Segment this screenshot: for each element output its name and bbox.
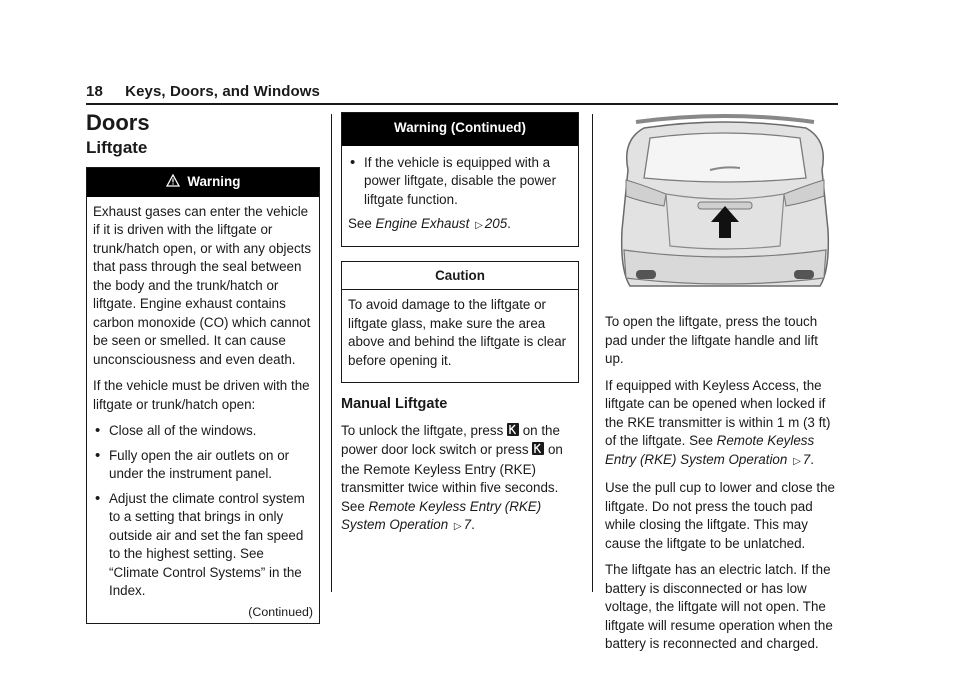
punctuation: . xyxy=(507,216,511,231)
warning-paragraph: Exhaust gases can enter the vehicle if it is driven with the liftgate or trunk/hatch open, or with any objects that pass through the seal between the body and the trunk/hatch or liftgate. Engine exhaust contains carbon monoxide (CO) which cannot be seen or smelled. It can cause unconsciousness and even death. xyxy=(93,203,312,367)
rke-system-link[interactable]: Remote Keyless Entry (RKE) System Operation xyxy=(605,433,815,467)
paragraph: The liftgate has an electric latch. If the battery is disconnected or has low voltage, the liftgate will not open. The liftgate will resume operation when the battery is reconnected and charged. xyxy=(605,562,833,651)
warning-label: Warning xyxy=(187,174,241,189)
list-item: • Close all of the windows. xyxy=(93,422,313,441)
header-rule xyxy=(86,103,838,105)
manual-liftgate-heading: Manual Liftgate xyxy=(341,396,448,412)
page-reference-arrow-icon: ▷ xyxy=(793,455,801,467)
paragraph: Use the pull cup to lower and close the liftgate. Do not press the touch pad while closing the liftgate. This may cause the liftgate to be unlatched. xyxy=(605,480,836,551)
caution-text: To avoid damage to the liftgate or liftgate glass, make sure the area above and behind the liftgate is clear before opening it. xyxy=(348,297,567,368)
warning-paragraph: If the vehicle must be driven with the liftgate or trunk/hatch open: xyxy=(93,378,310,412)
page-link[interactable]: 7 xyxy=(463,517,472,532)
page-reference-arrow-icon: ▷ xyxy=(453,521,462,532)
see-prefix: See xyxy=(348,216,376,231)
paragraph xyxy=(605,377,840,472)
warning-continued-header: Warning (Continued) xyxy=(342,113,578,146)
page-number: 18 xyxy=(86,83,103,100)
paragraph: To open the liftgate, press the touch pad under the liftgate handle and lift up. xyxy=(605,314,818,366)
text-segment: To unlock the liftgate, press xyxy=(341,422,507,438)
caution-box xyxy=(341,261,579,384)
column-3 xyxy=(605,313,840,662)
warning-header xyxy=(87,168,319,197)
page-link[interactable]: 205 xyxy=(484,216,508,231)
running-header xyxy=(86,83,320,100)
column-1 xyxy=(86,112,320,624)
text-segment: on the Remote Keyless Entry (RKE) transmitter twice within five seconds. See xyxy=(341,442,563,514)
rke-system-link[interactable]: Remote Keyless Entry (RKE) System Operation xyxy=(341,498,542,532)
page-link[interactable]: 7 xyxy=(802,451,811,467)
continued-note: (Continued) xyxy=(248,604,313,619)
warning-box xyxy=(86,167,320,624)
caution-header: Caution xyxy=(342,262,578,291)
see-reference xyxy=(348,215,572,236)
page-reference-arrow-icon: ▷ xyxy=(475,220,483,231)
list-item: • Fully open the air outlets on or under the instrument panel. xyxy=(93,447,313,484)
warning-triangle-icon xyxy=(166,174,188,189)
text-segment: on the power door lock switch or press xyxy=(341,422,560,457)
column-2 xyxy=(341,112,579,545)
page-title: Doors xyxy=(86,110,150,135)
punctuation: . xyxy=(471,517,475,532)
warning-continued-box xyxy=(341,112,579,247)
warning-list xyxy=(93,422,313,601)
unlock-key-icon xyxy=(507,423,519,442)
list-item: • If the vehicle is equipped with a power liftgate, disable the power liftgate function. xyxy=(348,154,572,210)
punctuation: . xyxy=(810,451,814,467)
section-heading-liftgate: Liftgate xyxy=(86,137,148,157)
warning-continued-list xyxy=(348,154,572,210)
liftgate-illustration xyxy=(614,110,836,298)
text-segment: If equipped with Keyless Access, the liftgate can be opened when locked if the RKE transmitter is within 1 m (3 ft) of the liftgate. See xyxy=(605,377,831,448)
section-title: Keys, Doors, and Windows xyxy=(125,83,320,100)
engine-exhaust-link[interactable]: Engine Exhaust xyxy=(375,216,470,231)
column-divider-1 xyxy=(331,114,332,592)
manual-liftgate-text xyxy=(341,422,579,537)
list-item: • Adjust the climate control system to a setting that brings in only outside air and set the fan speed to the highest setting. See “Climate Control Systems” in the Index. xyxy=(93,490,313,601)
unlock-key-icon xyxy=(532,442,544,461)
column-divider-2 xyxy=(592,114,593,592)
